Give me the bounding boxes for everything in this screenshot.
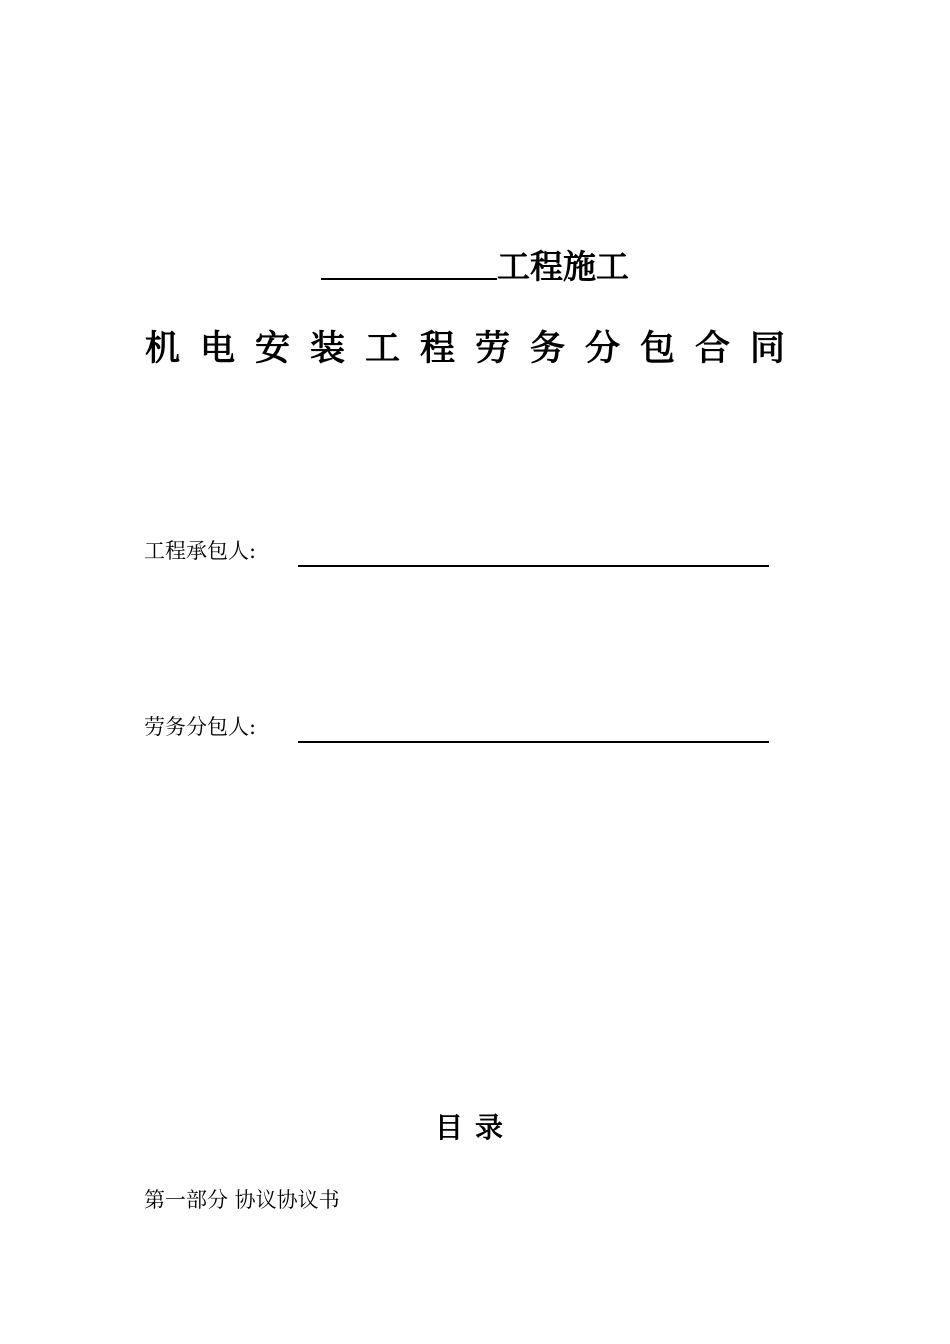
contractor-blank-line[interactable] [298,564,769,567]
project-title-line [0,244,950,287]
subcontractor-blank-line[interactable] [298,740,769,743]
contractor-label: 工程承包人: [144,539,257,563]
toc-item: 第一部分 协议协议书 [144,1188,340,1212]
subcontractor-label: 劳务分包人: [144,715,257,739]
project-name-blank[interactable] [321,244,497,280]
contract-title: 机电安装工程劳务分包合同 [144,328,805,369]
toc-heading: 目录 [434,1111,515,1144]
contractor-field [144,537,784,565]
subcontractor-field [144,713,784,741]
project-title-suffix: 工程施工 [497,247,629,286]
